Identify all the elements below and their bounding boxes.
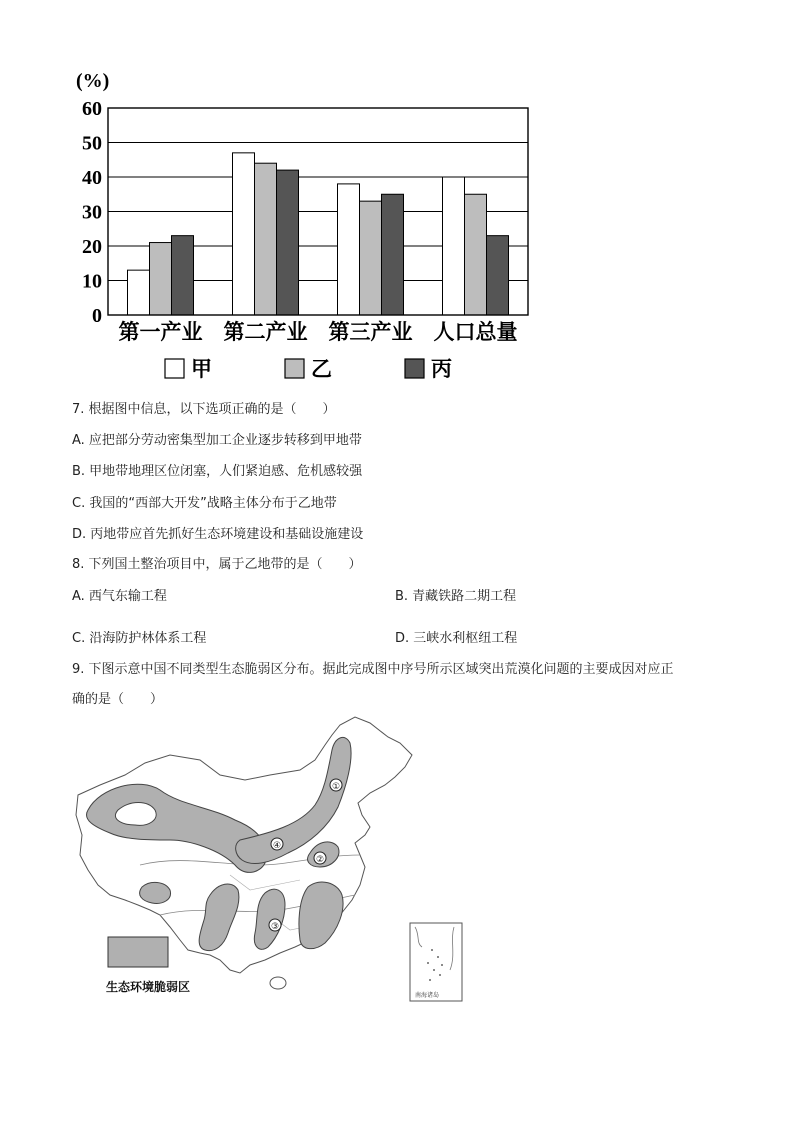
question-7-option-d[interactable]: D. 丙地带应首先抓好生态环境建设和基础设施建设: [72, 527, 364, 542]
bar-甲-第一产业: [128, 270, 150, 315]
legend-label-甲: 甲: [191, 356, 212, 381]
bar-乙-第一产业: [150, 243, 172, 315]
x-category-label: 第三产业: [328, 319, 413, 344]
question-8-option-d[interactable]: D. 三峡水利枢纽工程: [395, 631, 518, 646]
fragile-region-southwest: [199, 884, 239, 951]
fragile-region-3: [254, 889, 285, 949]
legend-swatch-乙: [285, 359, 304, 378]
legend-label-乙: 乙: [311, 356, 332, 381]
question-7-option-a[interactable]: A. 应把部分劳动密集型加工企业逐步转移到甲地带: [72, 433, 362, 448]
legend-swatch-丙: [405, 359, 424, 378]
bar-丙-第三产业: [382, 194, 404, 315]
svg-text:①: ①: [331, 782, 341, 792]
fragile-region-southeast: [299, 882, 343, 949]
bar-乙-第三产业: [360, 201, 382, 315]
x-category-label: 人口总量: [433, 319, 518, 344]
y-tick-label: 20: [82, 236, 102, 258]
legend-swatch-甲: [165, 359, 184, 378]
question-9-stem-line-2: 确的是（ ）: [72, 692, 164, 707]
question-8-option-b[interactable]: B. 青藏铁路二期工程: [395, 589, 517, 604]
svg-text:④: ④: [272, 841, 282, 851]
y-tick-label: 10: [82, 270, 102, 293]
bar-丙-第一产业: [172, 236, 194, 315]
fragile-region-tibet: [140, 882, 171, 903]
bar-乙-人口总量: [465, 194, 487, 315]
svg-text:③: ③: [270, 922, 280, 932]
y-tick-label: 40: [82, 167, 102, 189]
map-legend-label: 生态环境脆弱区: [106, 980, 191, 994]
y-tick-label: 50: [82, 132, 102, 155]
x-category-label: 第二产业: [223, 319, 308, 344]
question-7-option-c[interactable]: C. 我国的“西部大开发”战略主体分布于乙地带: [72, 496, 337, 511]
y-tick-label: 60: [82, 98, 102, 120]
bar-丙-人口总量: [487, 236, 509, 315]
question-7-stem: 7. 根据图中信息，以下选项正确的是（ ）: [72, 402, 336, 417]
inset-label: 南海诸岛: [415, 992, 440, 999]
question-7-option-b[interactable]: B. 甲地带地理区位闭塞，人们紧迫感、危机感较强: [72, 464, 363, 479]
svg-text:②: ②: [315, 855, 325, 865]
bar-甲-第三产业: [338, 184, 360, 315]
question-9-stem-line-1: 9. 下图示意中国不同类型生态脆弱区分布。据此完成图中序号所示区域突出荒漠化问题的主要成因对应正: [72, 662, 674, 677]
fragile-region-northwest: [87, 784, 267, 872]
x-category-label: 第一产业: [118, 319, 203, 344]
y-axis-unit-label: (%): [76, 70, 110, 92]
question-8-option-c[interactable]: C. 沿海防护林体系工程: [72, 631, 207, 646]
bar-甲-人口总量: [443, 177, 465, 315]
bar-丙-第二产业: [277, 170, 299, 315]
bar-chart: [60, 60, 540, 390]
bar-甲-第二产业: [233, 153, 255, 315]
china-ecological-fragile-map: [70, 715, 470, 1005]
y-tick-label: 0: [92, 305, 102, 327]
bar-乙-第二产业: [255, 163, 277, 315]
y-tick-label: 30: [82, 201, 102, 224]
question-8-option-a[interactable]: A. 西气东输工程: [72, 589, 167, 604]
hainan-island: [270, 977, 286, 989]
legend-label-丙: 丙: [431, 356, 452, 381]
map-legend-swatch: [108, 937, 168, 967]
question-8-stem: 8. 下列国土整治项目中，属于乙地带的是（ ）: [72, 557, 362, 572]
